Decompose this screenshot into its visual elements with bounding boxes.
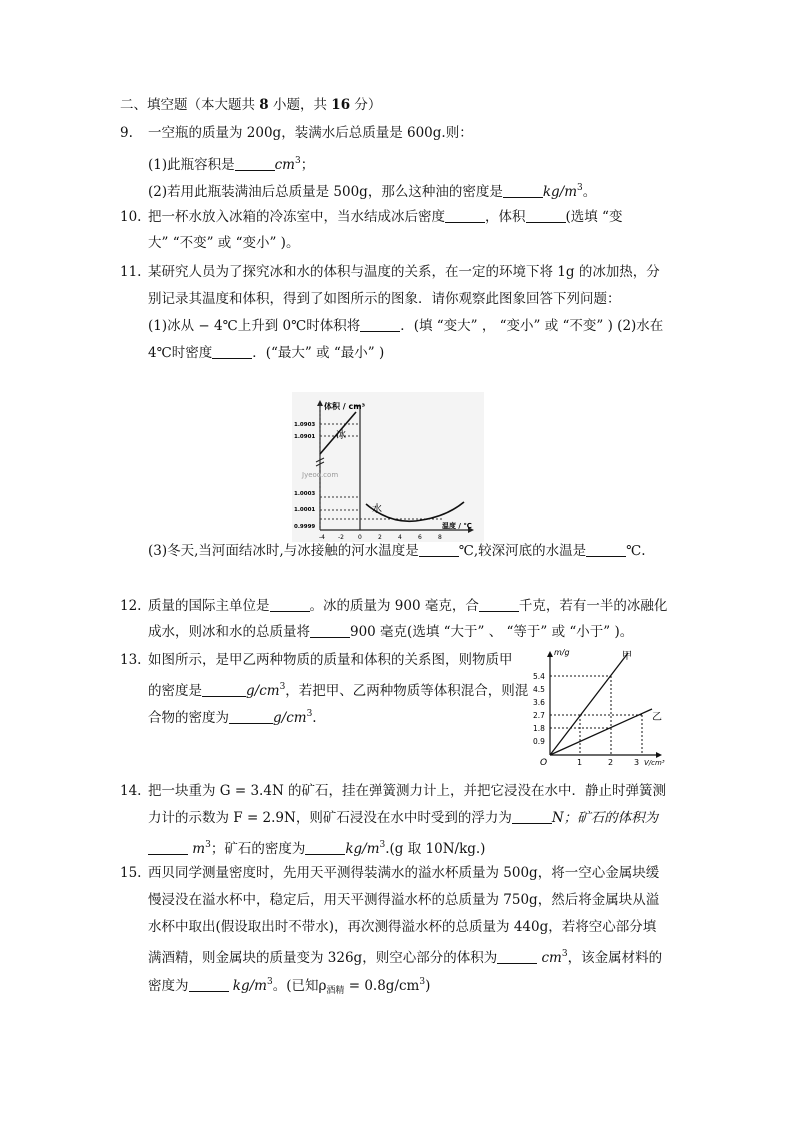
q13-blank-2[interactable]	[229, 709, 273, 724]
q11-text-3a: (1)冰从 − 4℃上升到 0℃时体积将	[148, 318, 361, 334]
mv-y-axis-arrow	[547, 651, 553, 657]
mass-volume-graph	[528, 645, 674, 771]
q15-line3: 水杯中取出(假设取出时不带水)，再次测得溢水杯的总质量为 440g，若将空心部分填	[148, 919, 657, 935]
water-label: 水	[372, 504, 382, 515]
q11-text-3b: ．(填 “变大” ， “变小” 或 “不变” ) (2)水在	[400, 318, 664, 334]
graph-ylabel: 体积 / cm³	[324, 402, 366, 411]
q15-text-5f: )	[425, 978, 431, 994]
mv-xtick-1: 2	[608, 758, 614, 767]
q12-text-c: 千克，若有一半的冰融化	[518, 598, 668, 614]
q10-text-c: (选填 “变	[565, 209, 623, 225]
q15-number: 15.	[120, 865, 142, 881]
q11-blank-3[interactable]	[419, 542, 459, 557]
q11-number: 11.	[120, 264, 142, 280]
mv-xlabel: V/cm³	[644, 759, 665, 767]
q14-sup-1: 3	[205, 840, 211, 850]
q12-blank-1[interactable]	[270, 597, 310, 612]
q11-line3	[148, 316, 663, 336]
q15-blank-2[interactable]	[189, 977, 229, 992]
q14-unit-m: m	[192, 841, 206, 857]
q15-line5	[148, 972, 430, 1001]
q11-text-5a: (3)冬天,当河面结冰时,与冰接触的河水温度是	[148, 543, 419, 559]
q12-blank-2[interactable]	[479, 597, 519, 612]
q11-text-5c: ℃.	[626, 543, 646, 559]
section-title-a: 二、填空题（本大题共	[120, 97, 255, 113]
yi-label: 乙	[652, 712, 662, 723]
q9-sup-2: 3	[577, 183, 583, 193]
yi-line	[550, 709, 652, 755]
q10-blank-1[interactable]	[445, 208, 485, 223]
q14-unit-kgm: kg/m	[345, 841, 380, 857]
q13-blank-1[interactable]	[202, 682, 246, 697]
q13-number: 13.	[120, 652, 142, 668]
q13-line3	[148, 704, 317, 728]
mv-ytick-2: 3.6	[533, 698, 545, 707]
ytick-4: 0.9999	[294, 524, 316, 530]
mv-xtick-0: 1	[577, 758, 583, 767]
q11-line4	[148, 343, 384, 363]
q14-text-2a: 力计的示数为 F = 2.9N，则矿石浸没在水中时受到的浮力为	[148, 810, 512, 826]
q9-number: 9.	[120, 125, 133, 141]
q15-text-5c: 。(已知ρ	[272, 978, 327, 994]
graph-xlabel: 温度 / ℃	[442, 522, 472, 530]
q11-text-5b: ℃,较深河底的水温是	[458, 543, 587, 559]
mv-ytick-0: 5.4	[533, 672, 545, 681]
mv-ylabel: m/g	[554, 648, 570, 657]
q15-line1: 西贝同学测量密度时，先用天平测得装满水的溢水杯质量为 500g，将一空心金属块缓	[148, 865, 660, 881]
q15-line4	[148, 944, 662, 968]
mv-ytick-5: 0.9	[533, 737, 545, 746]
q15-text-5e: = 0.8g/cm	[344, 978, 420, 994]
q12-text-a: 质量的国际主单位是	[148, 598, 270, 614]
graph-watermark: Jyeoo.com	[302, 471, 339, 479]
q12-text-b: 。冰的质量为 900 毫克，合	[309, 598, 479, 614]
xtick-1: -2	[338, 534, 344, 541]
q10-blank-2[interactable]	[526, 208, 566, 223]
q13-line1: 如图所示，是甲乙两种物质的质量和体积的关系图，则物质甲	[148, 652, 513, 668]
q14-line1: 把一块重为 G = 3.4N 的矿石，挂在弹簧测力计上，并把它浸没在水中．静止时弹簧测	[148, 783, 667, 799]
xtick-5: 6	[418, 534, 422, 541]
q11-line2: 别记录其温度和体积，得到了如图所示的图象．请你观察此图象回答下列问题：	[148, 291, 621, 307]
q12-text-e: 900 毫克(选填 “大于” 、 “等于” 或 “小于” )。	[350, 624, 634, 640]
q13-unit-1: g/cm	[246, 683, 280, 699]
q11-blank-4[interactable]	[586, 542, 626, 557]
q13-sup-2: 3	[306, 709, 313, 719]
q12-text-d: 成水，则冰和水的总质量将	[148, 624, 310, 640]
mv-ytick-3: 2.7	[533, 711, 545, 720]
mv-ytick-1: 4.5	[533, 685, 545, 694]
ice-water-volume-graph	[292, 392, 484, 542]
q15-text-5a: 密度为	[148, 978, 189, 994]
ytick-0: 1.0903	[294, 422, 316, 428]
q14-number: 14.	[120, 783, 142, 799]
q15-text-4c: ，该金属材料的	[567, 950, 663, 966]
q14-blank-1[interactable]	[512, 809, 552, 824]
mv-origin: O	[540, 758, 548, 768]
ice-label: 冰	[336, 430, 346, 441]
q15-sup-1: 3	[561, 949, 568, 959]
q11-line5	[148, 541, 646, 561]
q13-text-2c: ，若把甲、乙两种物质等体积混合，则混	[285, 683, 529, 699]
xtick-4: 4	[398, 534, 402, 541]
q10-line1	[148, 207, 622, 227]
q13-text-2a: 的密度是	[148, 683, 202, 699]
jia-label: 甲	[622, 651, 632, 662]
q13-line2	[148, 677, 528, 701]
q15-line2: 慢浸没在溢水杯中，稳定后，用天平测得溢水杯的总质量为 750g，然后将金属块从溢	[148, 892, 660, 908]
q14-sup-2: 3	[379, 840, 386, 850]
q9-unit-1: cm	[274, 157, 295, 173]
q9-part1	[148, 151, 314, 175]
q9-blank-1[interactable]	[235, 156, 275, 171]
q10-text-a: 把一杯水放入冰箱的冷冻室中，当水结成冰后密度	[148, 209, 445, 225]
q9-sup-1: 3	[295, 156, 301, 166]
q13-text-3c: .	[312, 710, 317, 726]
ytick-3: 1.0001	[294, 507, 316, 513]
q9-part2-text: (2)若用此瓶装满油后总质量是 500g，那么这种油的密度是	[148, 184, 503, 200]
q15-sup-2: 3	[266, 977, 273, 987]
q14-text-2b: N；矿石的体积为	[551, 810, 659, 826]
q10-line2: 大” “不变” 或 “变小” )。	[148, 235, 300, 251]
q14-blank-2[interactable]	[148, 840, 188, 855]
q15-sub-alcohol: 酒精	[326, 986, 345, 996]
q11-line1: 某研究人员为了探究冰和水的体积与温度的关系，在一定的环境下将 1g 的冰加热，分	[148, 264, 660, 280]
q11-blank-1[interactable]	[360, 317, 400, 332]
xtick-6: 8	[438, 534, 442, 541]
q11-text-4a: 4℃时密度	[148, 345, 213, 361]
q15-blank-1[interactable]	[497, 949, 537, 964]
xtick-3: 2	[378, 534, 382, 541]
q10-number: 10.	[120, 209, 142, 225]
q12-number: 12.	[120, 598, 142, 614]
mv-ytick-4: 1.8	[533, 724, 545, 733]
q9-blank-2[interactable]	[503, 183, 543, 198]
q15-sup-3: 3	[419, 977, 426, 987]
q12-blank-3[interactable]	[310, 623, 350, 638]
q10-text-b: ，体积	[485, 209, 526, 225]
q14-line2	[148, 808, 658, 828]
mv-x-axis-arrow	[656, 752, 662, 758]
ytick-2: 1.0003	[294, 491, 316, 497]
q14-text-3d: .(g 取 10N/kg.)	[385, 841, 486, 857]
q15-text-4a: 满酒精，则金属块的质量变为 326g，则空心部分的体积为	[148, 950, 498, 966]
section-count: 8	[259, 97, 269, 113]
jia-line	[550, 653, 628, 755]
q9-stem: 一空瓶的质量为 200g，装满水后总质量是 600g.则：	[148, 125, 473, 141]
mv-xtick-2: 3	[634, 758, 640, 767]
q11-text-4b: ．(“最大” 或 “最小” )	[252, 345, 385, 361]
q14-line3	[148, 835, 485, 859]
section-title-c: 分）	[354, 97, 382, 113]
xtick-2: 0	[358, 534, 362, 541]
q12-line2	[148, 622, 633, 642]
q14-text-3b: ；矿石的密度为	[210, 841, 306, 857]
q15-unit-kgm: kg/m	[232, 978, 267, 994]
q9-part2	[148, 178, 596, 202]
q9-part2-end: 。	[582, 184, 597, 200]
q13-sup-1: 3	[279, 682, 286, 692]
q9-part1-text: (1)此瓶容积是	[148, 157, 235, 173]
q11-blank-2[interactable]	[212, 344, 252, 359]
q14-blank-3[interactable]	[305, 840, 345, 855]
q15-unit-cm: cm	[541, 950, 562, 966]
q9-part1-end: ；	[300, 157, 315, 173]
ytick-1: 1.0901	[294, 434, 316, 440]
q13-text-3a: 合物的密度为	[148, 710, 229, 726]
q13-unit-2: g/cm	[273, 710, 307, 726]
q12-line1	[148, 596, 667, 616]
q9-unit-2: kg/m	[542, 184, 577, 200]
section-score: 16	[331, 97, 351, 113]
section-title	[120, 95, 381, 115]
xtick-0: -4	[319, 534, 325, 541]
section-title-b: 小题，共	[273, 97, 327, 113]
